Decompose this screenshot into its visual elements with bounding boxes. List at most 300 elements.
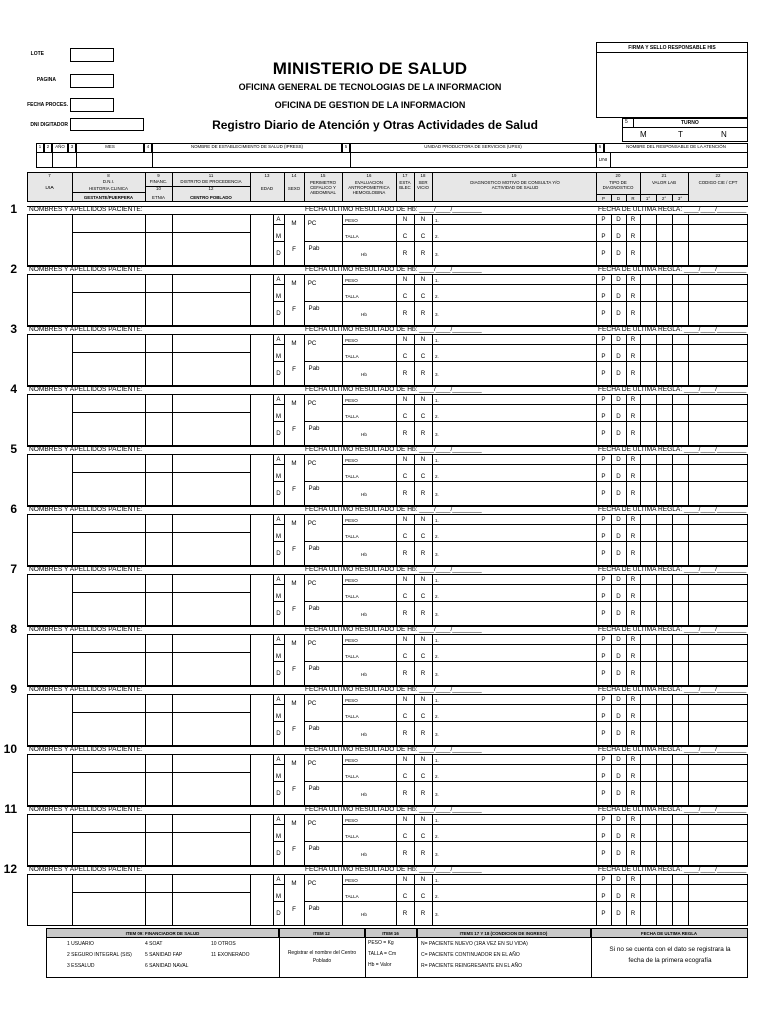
estab-n[interactable]: N	[402, 696, 408, 703]
estab-n[interactable]: N	[402, 216, 408, 223]
turno-t[interactable]: T	[678, 130, 683, 139]
serv-n[interactable]: N	[420, 456, 426, 463]
tipo-r-2[interactable]: R	[630, 593, 636, 600]
fecha-regla-label[interactable]: FECHA DE ULTIMA REGLA: ____/____/________	[598, 386, 747, 393]
serv-c[interactable]: C	[420, 233, 426, 240]
sex-f[interactable]: F	[292, 486, 296, 493]
estab-c[interactable]: C	[402, 653, 408, 660]
age-a[interactable]: A	[276, 816, 281, 823]
age-m[interactable]: M	[275, 713, 282, 720]
estab-n[interactable]: N	[402, 576, 408, 583]
sex-f[interactable]: F	[292, 906, 296, 913]
tipo-p-3[interactable]: P	[601, 910, 606, 917]
age-d[interactable]: D	[276, 430, 281, 437]
age-a[interactable]: A	[276, 276, 281, 283]
tipo-p-2[interactable]: P	[601, 653, 606, 660]
tipo-r-3[interactable]: R	[630, 790, 636, 797]
diag-line-2[interactable]: 2.	[435, 714, 439, 719]
tipo-d-3[interactable]: D	[616, 610, 621, 617]
sex-f[interactable]: F	[292, 306, 296, 313]
estab-c[interactable]: C	[402, 413, 408, 420]
age-a[interactable]: A	[276, 636, 281, 643]
tipo-p-3[interactable]: P	[601, 730, 606, 737]
tipo-d-3[interactable]: D	[616, 310, 621, 317]
fecha-regla-label[interactable]: FECHA DE ULTIMA REGLA: ____/____/________	[598, 806, 747, 813]
diag-line-2[interactable]: 2.	[435, 594, 439, 599]
tipo-d-1[interactable]: D	[616, 276, 621, 283]
tipo-p-1[interactable]: P	[601, 276, 606, 283]
fecha-hb-label[interactable]: FECHA ULTIMO RESULTADO DE Hb: ____/____/________	[305, 806, 482, 813]
fecha-hb-label[interactable]: FECHA ULTIMO RESULTADO DE Hb: ____/____/________	[305, 866, 482, 873]
sex-m[interactable]: M	[291, 580, 297, 587]
tipo-p-1[interactable]: P	[601, 216, 606, 223]
tipo-d-1[interactable]: D	[616, 576, 621, 583]
age-a[interactable]: A	[276, 396, 281, 403]
fecha-regla-label[interactable]: FECHA DE ULTIMA REGLA: ____/____/________	[598, 626, 747, 633]
tipo-r-1[interactable]: R	[630, 576, 636, 583]
age-d[interactable]: D	[276, 550, 281, 557]
serv-c[interactable]: C	[420, 713, 426, 720]
diag-line-3[interactable]: 3.	[435, 612, 439, 617]
diag-line-2[interactable]: 2.	[435, 894, 439, 899]
fecha-hb-label[interactable]: FECHA ULTIMO RESULTADO DE Hb: ____/____/________	[305, 446, 482, 453]
tipo-r-3[interactable]: R	[630, 430, 636, 437]
serv-n[interactable]: N	[420, 816, 426, 823]
estab-r[interactable]: R	[402, 730, 408, 737]
serv-r[interactable]: R	[420, 670, 426, 677]
diag-line-3[interactable]: 3.	[435, 252, 439, 257]
estab-n[interactable]: N	[402, 876, 408, 883]
tipo-d-3[interactable]: D	[616, 370, 621, 377]
fecha-hb-label[interactable]: FECHA ULTIMO RESULTADO DE Hb: ____/____/________	[305, 266, 482, 273]
fecha-hb-label[interactable]: FECHA ULTIMO RESULTADO DE Hb: ____/____/________	[305, 506, 482, 513]
tipo-d-3[interactable]: D	[616, 730, 621, 737]
age-m[interactable]: M	[275, 773, 282, 780]
age-d[interactable]: D	[276, 490, 281, 497]
serv-r[interactable]: R	[420, 430, 426, 437]
tipo-r-1[interactable]: R	[630, 336, 636, 343]
estab-r[interactable]: R	[402, 310, 408, 317]
serv-c[interactable]: C	[420, 413, 426, 420]
tipo-d-2[interactable]: D	[616, 473, 621, 480]
diag-line-3[interactable]: 3.	[435, 492, 439, 497]
age-m[interactable]: M	[275, 413, 282, 420]
estab-n[interactable]: N	[402, 336, 408, 343]
tipo-p-3[interactable]: P	[601, 430, 606, 437]
tipo-p-1[interactable]: P	[601, 876, 606, 883]
sex-m[interactable]: M	[291, 640, 297, 647]
age-m[interactable]: M	[275, 533, 282, 540]
estab-r[interactable]: R	[402, 250, 408, 257]
age-a[interactable]: A	[276, 336, 281, 343]
age-d[interactable]: D	[276, 250, 281, 257]
age-d[interactable]: D	[276, 850, 281, 857]
tipo-p-1[interactable]: P	[601, 696, 606, 703]
diag-line-1[interactable]: 1.	[435, 398, 439, 403]
diag-line-1[interactable]: 1.	[435, 518, 439, 523]
tipo-p-1[interactable]: P	[601, 816, 606, 823]
tipo-d-3[interactable]: D	[616, 670, 621, 677]
tipo-r-3[interactable]: R	[630, 910, 636, 917]
tipo-d-3[interactable]: D	[616, 250, 621, 257]
serv-r[interactable]: R	[420, 610, 426, 617]
tipo-p-1[interactable]: P	[601, 396, 606, 403]
sex-m[interactable]: M	[291, 400, 297, 407]
serv-n[interactable]: N	[420, 516, 426, 523]
tipo-p-2[interactable]: P	[601, 893, 606, 900]
serv-n[interactable]: N	[420, 636, 426, 643]
age-d[interactable]: D	[276, 910, 281, 917]
estab-c[interactable]: C	[402, 233, 408, 240]
tipo-p-2[interactable]: P	[601, 353, 606, 360]
diag-line-3[interactable]: 3.	[435, 552, 439, 557]
tipo-r-2[interactable]: R	[630, 533, 636, 540]
tipo-r-2[interactable]: R	[630, 653, 636, 660]
tipo-r-1[interactable]: R	[630, 636, 636, 643]
tipo-p-1[interactable]: P	[601, 336, 606, 343]
tipo-d-1[interactable]: D	[616, 456, 621, 463]
tipo-p-3[interactable]: P	[601, 550, 606, 557]
sex-f[interactable]: F	[292, 606, 296, 613]
estab-c[interactable]: C	[402, 473, 408, 480]
fecha-hb-label[interactable]: FECHA ULTIMO RESULTADO DE Hb: ____/____/________	[305, 746, 482, 753]
tipo-r-3[interactable]: R	[630, 250, 636, 257]
tipo-d-2[interactable]: D	[616, 833, 621, 840]
sex-m[interactable]: M	[291, 520, 297, 527]
age-d[interactable]: D	[276, 370, 281, 377]
serv-n[interactable]: N	[420, 396, 426, 403]
tipo-d-1[interactable]: D	[616, 696, 621, 703]
serv-n[interactable]: N	[420, 216, 426, 223]
sex-f[interactable]: F	[292, 426, 296, 433]
tipo-d-1[interactable]: D	[616, 816, 621, 823]
sex-m[interactable]: M	[291, 880, 297, 887]
tipo-p-3[interactable]: P	[601, 670, 606, 677]
fecha-regla-label[interactable]: FECHA DE ULTIMA REGLA: ____/____/________	[598, 866, 747, 873]
turno-n[interactable]: N	[721, 130, 727, 139]
serv-n[interactable]: N	[420, 696, 426, 703]
diag-line-3[interactable]: 3.	[435, 732, 439, 737]
sex-m[interactable]: M	[291, 340, 297, 347]
diag-line-2[interactable]: 2.	[435, 834, 439, 839]
tipo-d-2[interactable]: D	[616, 773, 621, 780]
age-a[interactable]: A	[276, 576, 281, 583]
diag-line-2[interactable]: 2.	[435, 654, 439, 659]
sex-f[interactable]: F	[292, 786, 296, 793]
sex-m[interactable]: M	[291, 820, 297, 827]
serv-c[interactable]: C	[420, 773, 426, 780]
age-a[interactable]: A	[276, 876, 281, 883]
tipo-p-3[interactable]: P	[601, 610, 606, 617]
tipo-d-1[interactable]: D	[616, 516, 621, 523]
tipo-p-1[interactable]: P	[601, 456, 606, 463]
serv-r[interactable]: R	[420, 250, 426, 257]
estab-r[interactable]: R	[402, 610, 408, 617]
fecha-hb-label[interactable]: FECHA ULTIMO RESULTADO DE Hb: ____/____/________	[305, 686, 482, 693]
lote-field[interactable]	[70, 48, 114, 62]
serv-r[interactable]: R	[420, 370, 426, 377]
estab-c[interactable]: C	[402, 893, 408, 900]
tipo-p-1[interactable]: P	[601, 636, 606, 643]
tipo-d-2[interactable]: D	[616, 653, 621, 660]
age-a[interactable]: A	[276, 216, 281, 223]
sex-m[interactable]: M	[291, 460, 297, 467]
fecha-regla-label[interactable]: FECHA DE ULTIMA REGLA: ____/____/________	[598, 566, 747, 573]
fecha-hb-label[interactable]: FECHA ULTIMO RESULTADO DE Hb: ____/____/________	[305, 566, 482, 573]
estab-r[interactable]: R	[402, 790, 408, 797]
fecha-hb-label[interactable]: FECHA ULTIMO RESULTADO DE Hb: ____/____/________	[305, 386, 482, 393]
estab-r[interactable]: R	[402, 850, 408, 857]
sex-f[interactable]: F	[292, 846, 296, 853]
estab-n[interactable]: N	[402, 456, 408, 463]
diag-line-2[interactable]: 2.	[435, 294, 439, 299]
serv-c[interactable]: C	[420, 593, 426, 600]
sex-f[interactable]: F	[292, 666, 296, 673]
fecha-hb-label[interactable]: FECHA ULTIMO RESULTADO DE Hb: ____/____/________	[305, 206, 482, 213]
estab-n[interactable]: N	[402, 396, 408, 403]
diag-line-1[interactable]: 1.	[435, 458, 439, 463]
diag-line-1[interactable]: 1.	[435, 878, 439, 883]
age-d[interactable]: D	[276, 310, 281, 317]
serv-c[interactable]: C	[420, 833, 426, 840]
pagina-field[interactable]	[70, 74, 114, 88]
age-m[interactable]: M	[275, 473, 282, 480]
tipo-d-1[interactable]: D	[616, 756, 621, 763]
serv-n[interactable]: N	[420, 756, 426, 763]
dni-digitador-field[interactable]	[70, 118, 144, 131]
estab-c[interactable]: C	[402, 293, 408, 300]
tipo-r-1[interactable]: R	[630, 216, 636, 223]
fecha-regla-label[interactable]: FECHA DE ULTIMA REGLA: ____/____/________	[598, 746, 747, 753]
tipo-r-3[interactable]: R	[630, 610, 636, 617]
tipo-d-3[interactable]: D	[616, 790, 621, 797]
tipo-r-3[interactable]: R	[630, 730, 636, 737]
estab-n[interactable]: N	[402, 276, 408, 283]
tipo-d-2[interactable]: D	[616, 293, 621, 300]
tipo-p-1[interactable]: P	[601, 756, 606, 763]
tipo-p-3[interactable]: P	[601, 790, 606, 797]
age-d[interactable]: D	[276, 790, 281, 797]
tipo-r-1[interactable]: R	[630, 696, 636, 703]
tipo-d-3[interactable]: D	[616, 850, 621, 857]
tipo-r-1[interactable]: R	[630, 516, 636, 523]
tipo-r-2[interactable]: R	[630, 413, 636, 420]
age-m[interactable]: M	[275, 833, 282, 840]
serv-c[interactable]: C	[420, 353, 426, 360]
fecha-regla-label[interactable]: FECHA DE ULTIMA REGLA: ____/____/________	[598, 506, 747, 513]
diag-line-1[interactable]: 1.	[435, 338, 439, 343]
diag-line-3[interactable]: 3.	[435, 372, 439, 377]
diag-line-2[interactable]: 2.	[435, 354, 439, 359]
tipo-p-2[interactable]: P	[601, 593, 606, 600]
turno-m[interactable]: M	[640, 130, 647, 139]
firma-sello-box[interactable]	[596, 42, 748, 118]
diag-line-1[interactable]: 1.	[435, 818, 439, 823]
tipo-r-3[interactable]: R	[630, 850, 636, 857]
tipo-d-2[interactable]: D	[616, 713, 621, 720]
tipo-r-2[interactable]: R	[630, 773, 636, 780]
diag-line-1[interactable]: 1.	[435, 278, 439, 283]
tipo-r-2[interactable]: R	[630, 833, 636, 840]
age-m[interactable]: M	[275, 233, 282, 240]
tipo-d-1[interactable]: D	[616, 636, 621, 643]
estab-n[interactable]: N	[402, 636, 408, 643]
serv-c[interactable]: C	[420, 293, 426, 300]
serv-n[interactable]: N	[420, 276, 426, 283]
fecha-proces-field[interactable]	[70, 98, 114, 112]
serv-c[interactable]: C	[420, 533, 426, 540]
tipo-p-1[interactable]: P	[601, 516, 606, 523]
estab-c[interactable]: C	[402, 713, 408, 720]
serv-r[interactable]: R	[420, 310, 426, 317]
tipo-d-3[interactable]: D	[616, 430, 621, 437]
tipo-r-1[interactable]: R	[630, 756, 636, 763]
serv-r[interactable]: R	[420, 850, 426, 857]
tipo-p-3[interactable]: P	[601, 310, 606, 317]
tipo-r-1[interactable]: R	[630, 276, 636, 283]
diag-line-2[interactable]: 2.	[435, 234, 439, 239]
fecha-regla-label[interactable]: FECHA DE ULTIMA REGLA: ____/____/________	[598, 686, 747, 693]
tipo-r-2[interactable]: R	[630, 473, 636, 480]
sex-f[interactable]: F	[292, 726, 296, 733]
serv-r[interactable]: R	[420, 790, 426, 797]
estab-c[interactable]: C	[402, 533, 408, 540]
sex-f[interactable]: F	[292, 546, 296, 553]
diag-line-2[interactable]: 2.	[435, 414, 439, 419]
estab-r[interactable]: R	[402, 430, 408, 437]
age-a[interactable]: A	[276, 456, 281, 463]
tipo-d-2[interactable]: D	[616, 233, 621, 240]
tipo-r-3[interactable]: R	[630, 550, 636, 557]
age-d[interactable]: D	[276, 730, 281, 737]
age-m[interactable]: M	[275, 593, 282, 600]
tipo-r-3[interactable]: R	[630, 670, 636, 677]
diag-line-2[interactable]: 2.	[435, 474, 439, 479]
diag-line-1[interactable]: 1.	[435, 638, 439, 643]
estab-c[interactable]: C	[402, 353, 408, 360]
tipo-r-1[interactable]: R	[630, 816, 636, 823]
sex-m[interactable]: M	[291, 280, 297, 287]
estab-r[interactable]: R	[402, 670, 408, 677]
tipo-r-3[interactable]: R	[630, 310, 636, 317]
sex-m[interactable]: M	[291, 700, 297, 707]
diag-line-2[interactable]: 2.	[435, 774, 439, 779]
fecha-regla-label[interactable]: FECHA DE ULTIMA REGLA: ____/____/________	[598, 326, 747, 333]
sex-m[interactable]: M	[291, 220, 297, 227]
serv-n[interactable]: N	[420, 336, 426, 343]
diag-line-3[interactable]: 3.	[435, 432, 439, 437]
diag-line-1[interactable]: 1.	[435, 218, 439, 223]
tipo-r-1[interactable]: R	[630, 456, 636, 463]
serv-r[interactable]: R	[420, 730, 426, 737]
serv-c[interactable]: C	[420, 653, 426, 660]
age-m[interactable]: M	[275, 353, 282, 360]
tipo-p-2[interactable]: P	[601, 713, 606, 720]
estab-n[interactable]: N	[402, 516, 408, 523]
fecha-regla-label[interactable]: FECHA DE ULTIMA REGLA: ____/____/________	[598, 266, 747, 273]
serv-n[interactable]: N	[420, 876, 426, 883]
estab-c[interactable]: C	[402, 773, 408, 780]
tipo-d-3[interactable]: D	[616, 490, 621, 497]
tipo-p-1[interactable]: P	[601, 576, 606, 583]
tipo-d-1[interactable]: D	[616, 396, 621, 403]
tipo-p-2[interactable]: P	[601, 293, 606, 300]
sex-f[interactable]: F	[292, 366, 296, 373]
diag-line-1[interactable]: 1.	[435, 698, 439, 703]
tipo-p-3[interactable]: P	[601, 370, 606, 377]
diag-line-3[interactable]: 3.	[435, 312, 439, 317]
age-d[interactable]: D	[276, 610, 281, 617]
tipo-p-3[interactable]: P	[601, 250, 606, 257]
tipo-r-2[interactable]: R	[630, 233, 636, 240]
serv-r[interactable]: R	[420, 490, 426, 497]
serv-c[interactable]: C	[420, 473, 426, 480]
fecha-regla-label[interactable]: FECHA DE ULTIMA REGLA: ____/____/________	[598, 446, 747, 453]
estab-n[interactable]: N	[402, 756, 408, 763]
tipo-p-2[interactable]: P	[601, 773, 606, 780]
tipo-r-1[interactable]: R	[630, 876, 636, 883]
estab-r[interactable]: R	[402, 550, 408, 557]
tipo-r-2[interactable]: R	[630, 893, 636, 900]
tipo-d-1[interactable]: D	[616, 336, 621, 343]
age-m[interactable]: M	[275, 653, 282, 660]
serv-n[interactable]: N	[420, 576, 426, 583]
diag-line-1[interactable]: 1.	[435, 758, 439, 763]
estab-c[interactable]: C	[402, 833, 408, 840]
tipo-r-2[interactable]: R	[630, 713, 636, 720]
sex-m[interactable]: M	[291, 760, 297, 767]
estab-r[interactable]: R	[402, 370, 408, 377]
age-d[interactable]: D	[276, 670, 281, 677]
fecha-regla-label[interactable]: FECHA DE ULTIMA REGLA: ____/____/________	[598, 206, 747, 213]
tipo-r-1[interactable]: R	[630, 396, 636, 403]
serv-r[interactable]: R	[420, 910, 426, 917]
tipo-p-3[interactable]: P	[601, 850, 606, 857]
diag-line-3[interactable]: 3.	[435, 912, 439, 917]
diag-line-2[interactable]: 2.	[435, 534, 439, 539]
tipo-p-2[interactable]: P	[601, 233, 606, 240]
estab-r[interactable]: R	[402, 490, 408, 497]
tipo-d-2[interactable]: D	[616, 893, 621, 900]
tipo-d-2[interactable]: D	[616, 533, 621, 540]
serv-r[interactable]: R	[420, 550, 426, 557]
tipo-p-3[interactable]: P	[601, 490, 606, 497]
tipo-r-2[interactable]: R	[630, 293, 636, 300]
diag-line-3[interactable]: 3.	[435, 672, 439, 677]
sex-f[interactable]: F	[292, 246, 296, 253]
tipo-p-2[interactable]: P	[601, 413, 606, 420]
tipo-p-2[interactable]: P	[601, 833, 606, 840]
tipo-r-2[interactable]: R	[630, 353, 636, 360]
age-m[interactable]: M	[275, 293, 282, 300]
fecha-hb-label[interactable]: FECHA ULTIMO RESULTADO DE Hb: ____/____/________	[305, 626, 482, 633]
estab-n[interactable]: N	[402, 816, 408, 823]
tipo-r-3[interactable]: R	[630, 370, 636, 377]
age-m[interactable]: M	[275, 893, 282, 900]
diag-line-3[interactable]: 3.	[435, 852, 439, 857]
tipo-d-2[interactable]: D	[616, 413, 621, 420]
serv-c[interactable]: C	[420, 893, 426, 900]
fecha-hb-label[interactable]: FECHA ULTIMO RESULTADO DE Hb: ____/____/________	[305, 326, 482, 333]
tipo-d-1[interactable]: D	[616, 216, 621, 223]
tipo-d-3[interactable]: D	[616, 910, 621, 917]
tipo-p-2[interactable]: P	[601, 533, 606, 540]
tipo-r-3[interactable]: R	[630, 490, 636, 497]
diag-line-3[interactable]: 3.	[435, 792, 439, 797]
tipo-d-3[interactable]: D	[616, 550, 621, 557]
estab-r[interactable]: R	[402, 910, 408, 917]
age-a[interactable]: A	[276, 756, 281, 763]
